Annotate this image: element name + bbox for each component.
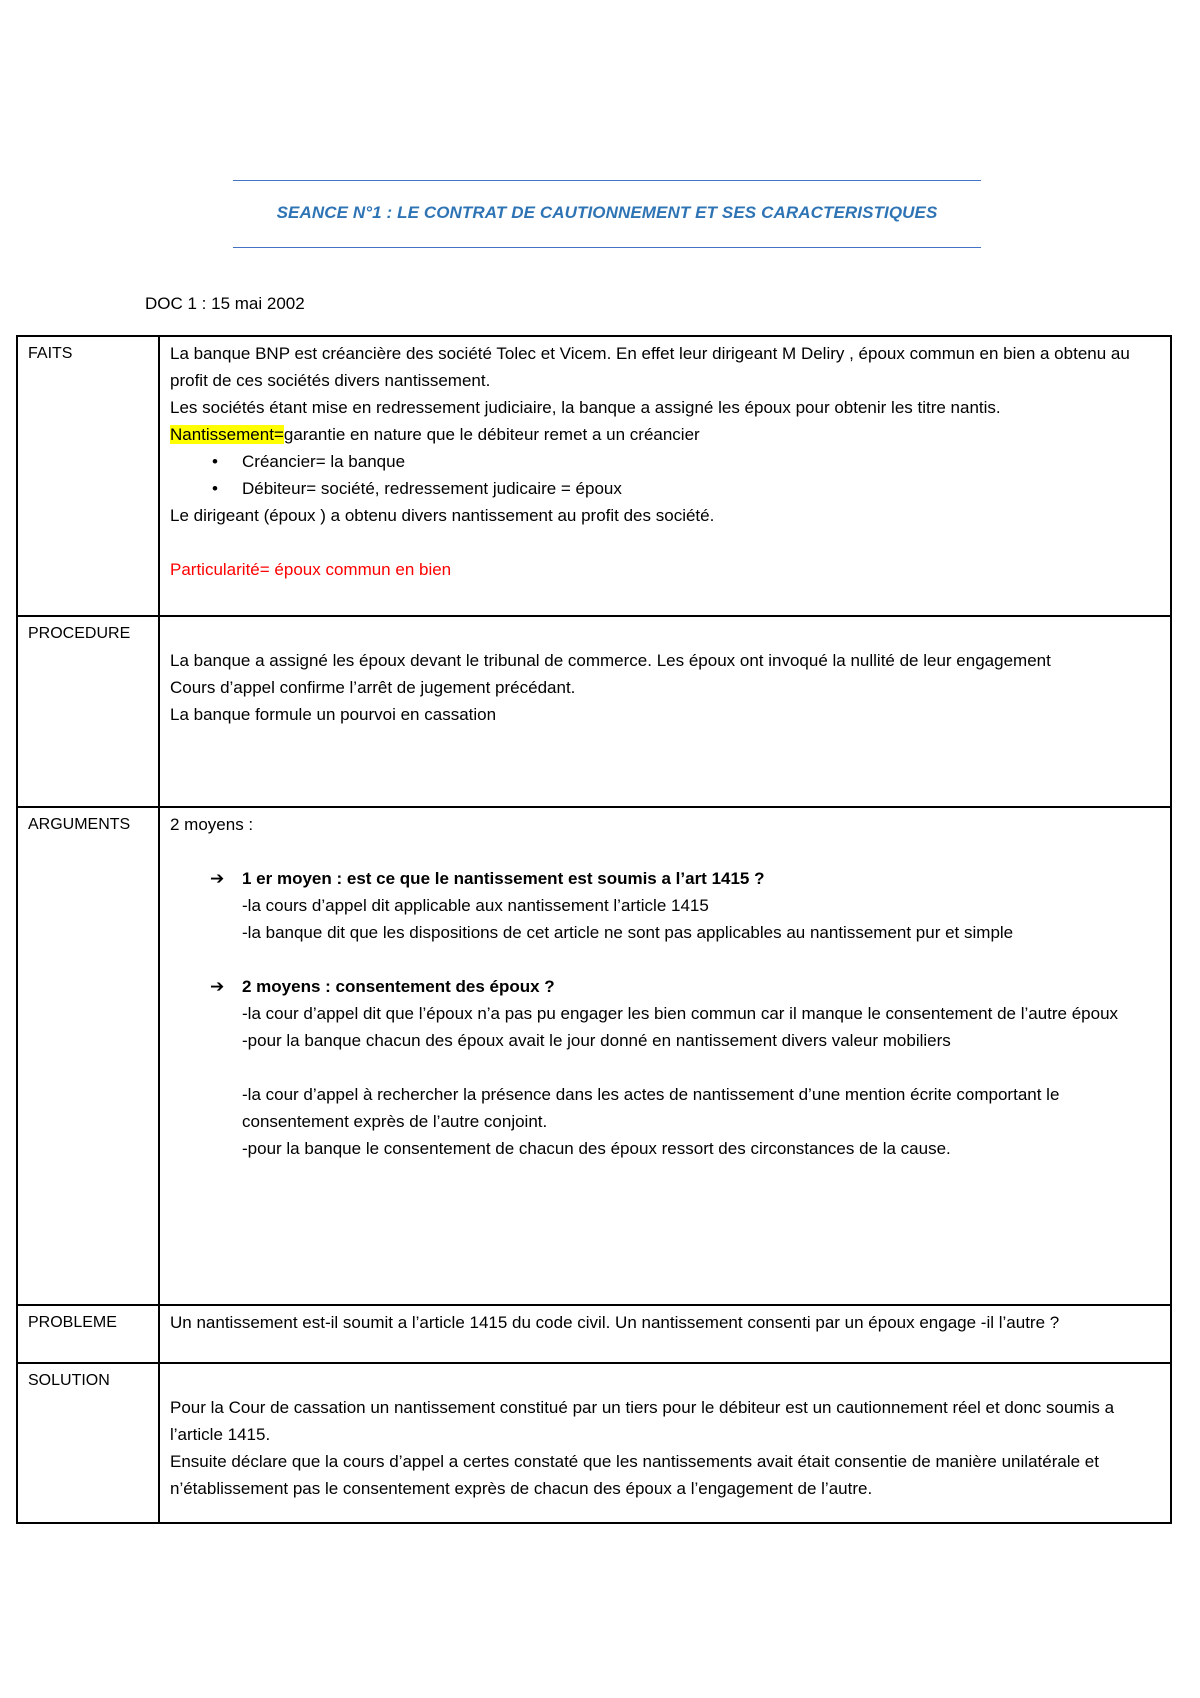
faits-p2: Les sociétés étant mise en redressement judiciaire, la banque a assigné les époux pour obtenir les titre nantis. <box>170 398 1001 417</box>
moyen-2 <box>210 973 1160 1162</box>
solution-p1: Pour la Cour de cassation un nantissement constitué par un tiers pour le débiteur est un cautionnement réel et donc soumis a l’article 1415. <box>170 1398 1115 1444</box>
title-block <box>233 180 981 248</box>
content-faits <box>159 336 1171 616</box>
moyen-2-line-1: -la cour d’appel dit que l’époux n’a pas pu engager les bien commun car il manque le consentement de l’autre époux <box>242 1004 1119 1023</box>
definition-text: garantie en nature que le débiteur remet a un créancier <box>283 425 700 444</box>
case-table <box>16 335 1172 1524</box>
label-faits: FAITS <box>17 336 159 616</box>
content-arguments <box>159 807 1171 1305</box>
list-item: • Créancier= la banque <box>210 448 1160 475</box>
moyen-2-line-2: -pour la banque chacun des époux avait le jour donné en nantissement divers valeur mobiliers <box>242 1031 951 1050</box>
faits-p3: Le dirigeant (époux ) a obtenu divers nantissement au profit des société. <box>170 506 715 525</box>
moyen-1-title: 1 er moyen : est ce que le nantissement est soumis a l’art 1415 ? <box>242 869 765 888</box>
title-bottom-rule <box>233 247 981 248</box>
row-solution <box>17 1363 1171 1523</box>
label-probleme: PROBLEME <box>17 1305 159 1363</box>
label-procedure: PROCEDURE <box>17 616 159 807</box>
doc-label: DOC 1 : 15 mai 2002 <box>145 294 305 313</box>
procedure-p3: La banque formule un pourvoi en cassation <box>170 705 497 724</box>
arrow-right-icon: ➔ <box>210 869 225 888</box>
solution-p2: Ensuite déclare que la cours d’appel a certes constaté que les nantissements avait était consentie de manière unilatérale et n’établissement pas le consentement exprès de chacun des époux a l’engagement de l’autre. <box>170 1452 1099 1498</box>
row-procedure <box>17 616 1171 807</box>
faits-particularite: Particularité= époux commun en bien <box>170 560 452 579</box>
arrow-right-icon: ➔ <box>210 977 225 996</box>
moyen-1-line-2: -la banque dit que les dispositions de cet article ne sont pas applicables au nantissement pur et simple <box>242 923 1014 942</box>
faits-p1: La banque BNP est créancière des société Tolec et Vicem. En effet leur dirigeant M Deliry , époux commun en bien a obtenu au profit de ces sociétés divers nantissement. <box>170 344 1130 390</box>
moyen-2-line-4: -pour la banque le consentement de chacun des époux ressort des circonstances de la cause. <box>242 1139 951 1158</box>
content-solution <box>159 1363 1171 1523</box>
row-arguments <box>17 807 1171 1305</box>
faits-bullet-list <box>170 448 1160 502</box>
content-probleme: Un nantissement est-il soumit a l’article 1415 du code civil. Un nantissement consenti par un époux engage -il l’autre ? <box>159 1305 1171 1363</box>
label-arguments: ARGUMENTS <box>17 807 159 1305</box>
page-title: SEANCE N°1 : LE CONTRAT DE CAUTIONNEMENT ET SES CARACTERISTIQUES <box>276 203 938 222</box>
content-procedure <box>159 616 1171 807</box>
moyen-2-title: 2 moyens : consentement des époux ? <box>242 977 555 996</box>
definition-term: Nantissement= <box>170 425 284 444</box>
procedure-p1: La banque a assigné les époux devant le tribunal de commerce. Les époux ont invoqué la nullité de leur engagement <box>170 651 1051 670</box>
moyen-1 <box>210 865 1160 946</box>
moyen-1-line-1: -la cours d’appel dit applicable aux nantissement l’article 1415 <box>242 896 709 915</box>
list-item: • Débiteur= société, redressement judicaire = époux <box>210 475 1160 502</box>
row-faits <box>17 336 1171 616</box>
faits-definition <box>170 421 1160 448</box>
label-solution: SOLUTION <box>17 1363 159 1523</box>
arguments-intro: 2 moyens : <box>170 815 254 834</box>
moyen-2-line-3: -la cour d’appel à rechercher la présence dans les actes de nantissement d’une mention écrite comportant le consentement exprès de l’autre conjoint. <box>242 1085 1060 1131</box>
row-probleme <box>17 1305 1171 1363</box>
procedure-p2: Cours d’appel confirme l’arrêt de jugement précédant. <box>170 678 576 697</box>
